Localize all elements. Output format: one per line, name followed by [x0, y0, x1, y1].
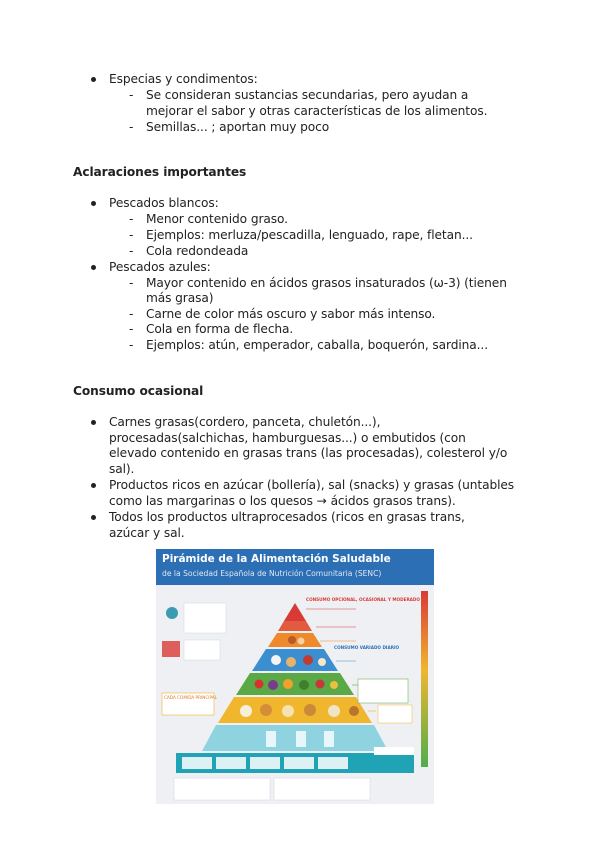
pyramid-label-top: CONSUMO OPCIONAL, OCASIONAL Y MODERADO [306, 597, 420, 602]
sub-white-fish-2: Ejemplos: merluza/pescadilla, lenguado, rape, fletan... [146, 228, 473, 242]
bullet-fatty-meats-3: elevado contenido en grasas trans (las procesadas), colesterol y/o [109, 446, 508, 460]
dash-marker: - [129, 338, 134, 352]
bullet-fatty-meats-1: Carnes grasas(cordero, panceta, chuletón...), [109, 415, 381, 429]
sub-seeds: Semillas... ; aportan muy poco [146, 120, 330, 134]
bullet-white-fish: Pescados blancos: [109, 196, 219, 210]
heading-clarifications: Aclaraciones importantes [73, 165, 247, 179]
sub-blue-fish-1b: más grasa) [146, 291, 214, 305]
pyramid-label-mid: CONSUMO VARIADO DIARIO [334, 645, 400, 650]
heading-occasional: Consumo ocasional [73, 384, 204, 398]
bullet-fatty-meats-2: procesadas(salchichas, hamburguesas...) o embutidos (con [109, 431, 466, 445]
dash-marker: - [129, 120, 134, 134]
bullet-dot [91, 77, 96, 82]
dash-marker: - [129, 244, 134, 258]
bullet-sugar-1: Productos ricos en azúcar (bollería), sal (snacks) y grasas (untables [109, 478, 515, 492]
bullet-dot [91, 515, 96, 520]
pyramid-label-left: CADA COMIDA PRINCIPAL [164, 695, 217, 700]
tier-optional [284, 603, 306, 621]
dash-marker: - [129, 322, 134, 336]
bullet-blue-fish: Pescados azules: [109, 260, 211, 274]
dash-marker: - [129, 307, 134, 321]
pyramid-subtitle: de la Sociedad Española de Nutrición Comunitaria (SENC) [162, 569, 382, 578]
frequency-bar [421, 591, 428, 767]
tier-optional-2 [278, 621, 312, 631]
sub-spices-1: Se consideran sustancias secundarias, pero ayudan a [146, 88, 469, 102]
bullet-spices: Especias y condimentos: [109, 72, 258, 86]
sub-blue-fish-2: Carne de color más oscuro y sabor más intenso. [146, 307, 436, 321]
dash-marker: - [129, 88, 134, 102]
dash-marker: - [129, 276, 134, 290]
sub-blue-fish-1: Mayor contenido en ácidos grasos insaturados (ω-3) (tienen [146, 276, 507, 290]
bullet-dot [91, 420, 96, 425]
sub-white-fish-3: Cola redondeada [146, 244, 249, 258]
dash-marker: - [129, 212, 134, 226]
bullet-ultraprocessed-1: Todos los productos ultraprocesados (ricos en grasas trans, [109, 510, 465, 524]
bullet-ultraprocessed-2: azúcar y sal. [109, 526, 185, 540]
dash-marker: - [129, 228, 134, 242]
bullet-dot [91, 265, 96, 270]
bullet-dot [91, 201, 96, 206]
bullet-fatty-meats-4: sal). [109, 462, 135, 476]
sub-spices-1b: mejorar el sabor y otras características de los alimentos. [146, 104, 488, 118]
sub-blue-fish-3: Cola en forma de flecha. [146, 322, 294, 336]
sub-white-fish-1: Menor contenido graso. [146, 212, 288, 226]
pyramid-header [156, 549, 434, 585]
sub-blue-fish-4: Ejemplos: atún, emperador, caballa, boquerón, sardina... [146, 338, 488, 352]
pyramid-title: Pirámide de la Alimentación Saludable [162, 553, 391, 565]
tier-water [202, 725, 388, 751]
bullet-dot [91, 483, 96, 488]
bullet-sugar-2: como las margarinas o los quesos → ácidos grasos trans). [109, 494, 456, 508]
food-pyramid-image [156, 549, 434, 804]
